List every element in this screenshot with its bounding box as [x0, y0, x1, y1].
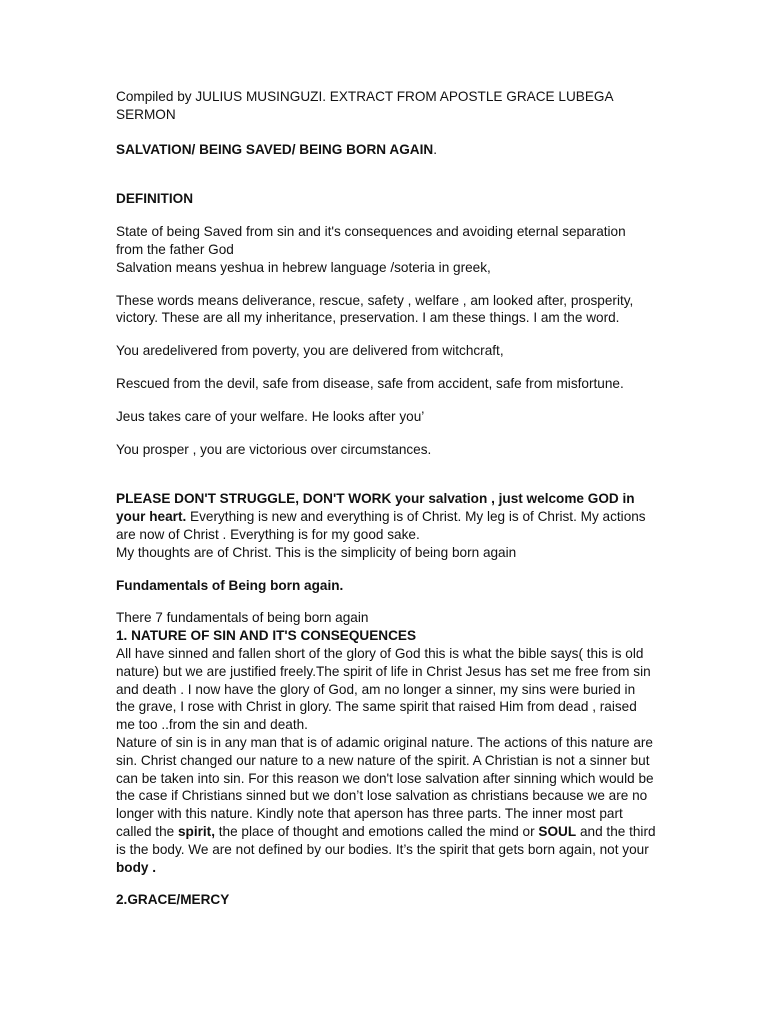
section-2-heading-text: 2.GRACE/MERCY: [116, 892, 230, 908]
section-2-heading: [116, 891, 656, 909]
section-1-heading-text: 1. NATURE OF SIN AND IT'S CONSEQUENCES: [116, 628, 417, 644]
delivered-paragraph: You aredelivered from poverty, you are delivered from witchcraft,: [116, 343, 504, 359]
thoughts-line: My thoughts are of Christ. This is the simplicity of being born again: [116, 544, 517, 560]
struggle-normal-2: Everything is new and everything is of Christ. My leg is of Christ. My actions are now of Christ . Everything is for my good sake.: [116, 509, 646, 542]
prosper-paragraph: You prosper , you are victorious over circumstances.: [116, 441, 432, 457]
definition-line-2: Salvation means yeshua in hebrew language /soteria in greek,: [116, 259, 491, 275]
nature-text-b: the place of thought and emotions called the mind or: [214, 823, 539, 839]
spirit-word: spirit,: [177, 823, 215, 839]
document-title: [116, 141, 656, 159]
soul-word: SOUL: [538, 823, 577, 839]
struggle-bold-your: your salvation: [395, 491, 492, 507]
fundamentals-intro: There 7 fundamentals of being born again: [116, 610, 369, 626]
struggle-paragraph: [116, 490, 656, 543]
rescued-paragraph: Rescued from the devil, safe from disease, safe from accident, safe from misfortune.: [116, 375, 624, 391]
section-1-paragraph-2: [116, 734, 656, 876]
document-page: [116, 88, 656, 909]
nature-text-a: Nature of sin is in any man that is of adamic original nature. The actions of this nature are sin. Christ changed our nature to a new nature of the spirit. A Christian is not a sinner but can be taken into sin. For this reason we don't lose salvation after sinning which would be the case if Christians sinned but we don’t lose salvation as christians because we are no longer with this nature. Kindly note that aperson has three parts. The inner most part called the: [116, 734, 654, 839]
definition-heading-text: DEFINITION: [116, 191, 194, 207]
section-1-paragraph-1: All have sinned and fallen short of the glory of God this is what the bible says( this is old nature) but we are justified freely.The spirit of life in Christ Jesus has set me free from sin and death . I now have the glory of God, am no longer a sinner, my sins were buried in the grave, I rose with Christ in glory. The same spirit that raised Him from dead , raised me too ..from the sin and death.: [116, 645, 651, 733]
body-word: body .: [116, 859, 157, 875]
fundamentals-heading-text: Fundamentals of Being born again.: [116, 577, 344, 593]
title-text: SALVATION/ BEING SAVED/ BEING BORN AGAIN: [116, 141, 434, 157]
fundamentals-heading: [116, 577, 656, 595]
title-period: .: [433, 141, 437, 157]
struggle-bold-1: PLEASE DON'T STRUGGLE, DON'T WORK: [116, 491, 396, 507]
definition-line-1: State of being Saved from sin and it's consequences and avoiding eternal separation from the father God: [116, 224, 626, 257]
definition-heading: [116, 190, 656, 208]
section-1-heading: [116, 627, 656, 645]
compiler-credit: Compiled by JULIUS MUSINGUZI. EXTRACT FROM APOSTLE GRACE LUBEGA SERMON: [116, 89, 613, 122]
nature-text-c: and the third is the body. We are not defined by our bodies. It’s the spirit that gets born again, not your: [116, 823, 656, 857]
welfare-paragraph: Jeus takes care of your welfare. He looks after you’: [116, 408, 425, 424]
words-meaning-paragraph: These words means deliverance, rescue, safety , welfare , am looked after, prosperity, victory. These are all my inheritance, preservation. I am these things. I am the word.: [116, 292, 634, 326]
struggle-bold-2: , just welcome GOD in your heart.: [116, 491, 635, 525]
